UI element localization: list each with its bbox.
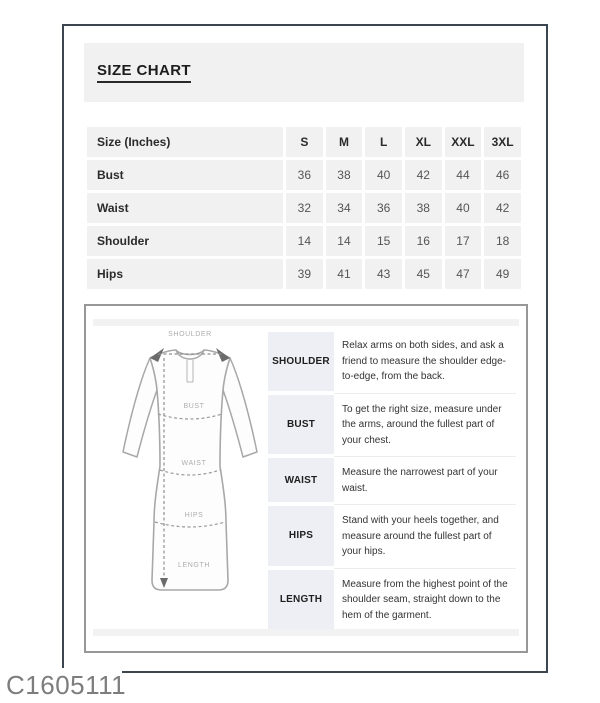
size-table-row	[87, 259, 521, 289]
size-table-header-label: Size (Inches)	[87, 127, 283, 157]
size-column-header: 3XL	[484, 127, 521, 157]
guide-row-description: Measure from the highest point of the shoulder seam, straight down to the hem of the garment.	[334, 568, 516, 632]
product-code-label	[0, 668, 127, 703]
size-value-cell: 43	[365, 259, 402, 289]
size-value-cell: 17	[445, 226, 482, 256]
size-table-row	[87, 160, 521, 190]
page-title: SIZE CHART	[97, 62, 191, 83]
guide-row-label: WAIST	[268, 458, 334, 502]
size-row-label: Bust	[87, 160, 283, 190]
size-value-cell: 34	[326, 193, 363, 223]
size-value-cell: 36	[365, 193, 402, 223]
size-value-cell: 49	[484, 259, 521, 289]
size-table	[84, 124, 524, 292]
guide-row-label: SHOULDER	[268, 332, 334, 391]
size-value-cell: 40	[365, 160, 402, 190]
size-value-cell: 42	[484, 193, 521, 223]
dress-measurement-figure	[102, 318, 278, 618]
dress-left-sleeve	[123, 358, 157, 457]
guide-row	[268, 330, 516, 393]
guide-row-label: HIPS	[268, 506, 334, 566]
guide-row	[268, 504, 516, 568]
dress-body	[150, 350, 230, 590]
guide-row	[268, 456, 516, 504]
figure-label-bust: BUST	[183, 403, 205, 410]
guide-row-description: Stand with your heels together, and measure around the fullest part of your hips.	[334, 504, 516, 568]
size-value-cell: 15	[365, 226, 402, 256]
size-value-cell: 36	[286, 160, 323, 190]
size-table-header-row	[87, 127, 521, 157]
size-value-cell: 39	[286, 259, 323, 289]
guide-row	[268, 568, 516, 632]
guide-row-label: BUST	[268, 395, 334, 455]
size-value-cell: 45	[405, 259, 442, 289]
size-row-label: Waist	[87, 193, 283, 223]
guide-row-description: Measure the narrowest part of your waist.	[334, 456, 516, 504]
size-value-cell: 47	[445, 259, 482, 289]
size-column-header: S	[286, 127, 323, 157]
dress-diagram-svg	[102, 318, 278, 618]
figure-label-length: LENGTH	[178, 562, 210, 569]
size-row-label: Shoulder	[87, 226, 283, 256]
guide-row-label: LENGTH	[268, 570, 334, 630]
title-banner	[84, 43, 524, 102]
size-column-header: XL	[405, 127, 442, 157]
size-value-cell: 38	[405, 193, 442, 223]
size-value-cell: 14	[326, 226, 363, 256]
size-table-row	[87, 226, 521, 256]
figure-label-hips: HIPS	[184, 512, 204, 519]
size-value-cell: 38	[326, 160, 363, 190]
size-value-cell: 41	[326, 259, 363, 289]
dress-right-sleeve	[223, 358, 257, 457]
size-value-cell: 16	[405, 226, 442, 256]
guide-row-description: Relax arms on both sides, and ask a friend to measure the shoulder edge-to-edge, from the back.	[342, 340, 506, 382]
guide-row-description: To get the right size, measure under the arms, around the fullest part of your chest.	[334, 393, 516, 457]
size-value-cell: 42	[405, 160, 442, 190]
figure-label-waist: WAIST	[181, 460, 207, 467]
size-value-cell: 46	[484, 160, 521, 190]
size-table-row	[87, 193, 521, 223]
size-column-header: M	[326, 127, 363, 157]
measurement-instructions-table	[268, 330, 516, 631]
size-value-cell: 14	[286, 226, 323, 256]
size-table-body	[87, 127, 521, 289]
size-value-cell: 44	[445, 160, 482, 190]
size-column-header: L	[365, 127, 402, 157]
size-value-cell: 32	[286, 193, 323, 223]
product-code-text: C1605111	[6, 670, 127, 700]
guide-row	[268, 393, 516, 457]
measurement-guide-box	[84, 304, 528, 653]
size-value-cell: 18	[484, 226, 521, 256]
size-column-header: XXL	[445, 127, 482, 157]
size-chart-card	[62, 24, 548, 673]
size-row-label: Hips	[87, 259, 283, 289]
figure-label-shoulder: SHOULDER	[168, 331, 212, 338]
size-value-cell: 40	[445, 193, 482, 223]
